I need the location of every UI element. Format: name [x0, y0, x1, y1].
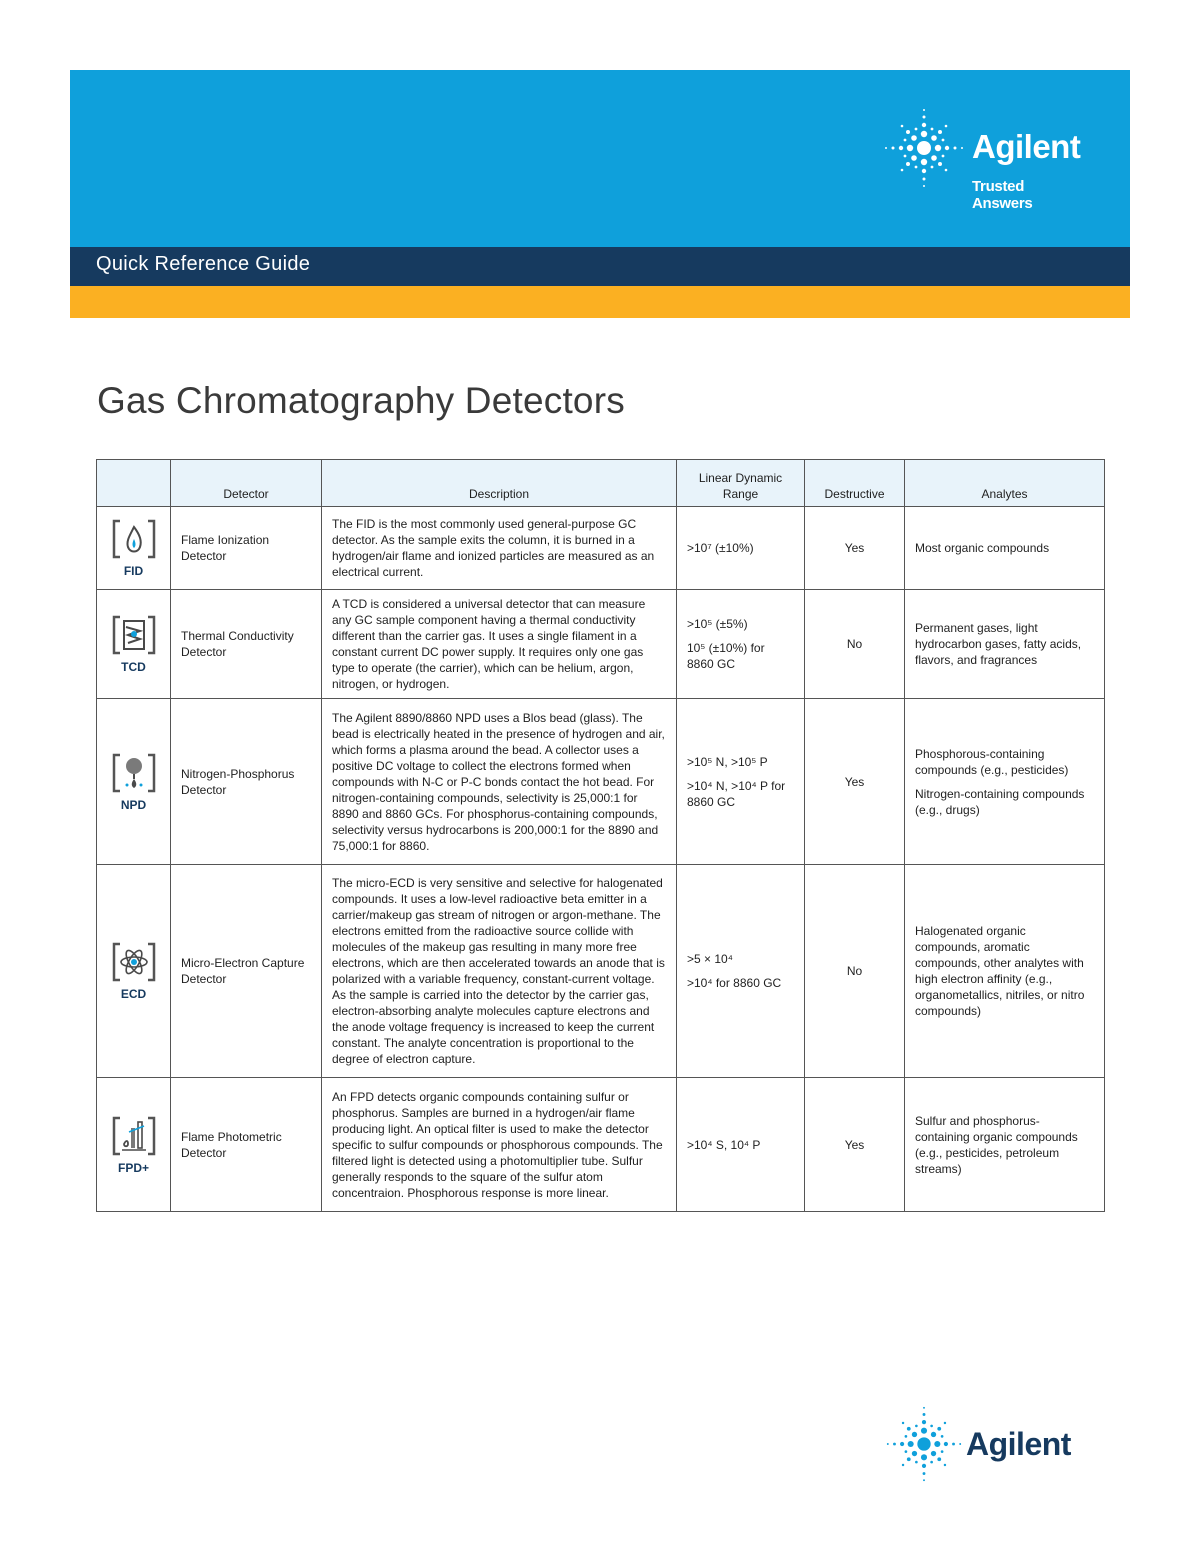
detector-description: The Agilent 8890/8860 NPD uses a Blos bead (glass). The bead is electrically heated in the presence of hydrogen and air, which forms a plasma around the bead. A collector uses a positive DC voltage to collect the electrons formed when compounds with N-C or P-C bonds contact the hot bead. For nitrogen-containing compounds, selectivity is 25,000:1 for 8890 and 8860 GCs. For phosphorus-containing compounds, selectivity versus hydrocarbons is 200,000:1 for the 8890 and 75,000:1 for 8860. — [322, 699, 677, 865]
range-value-8860: >10⁴ for 8860 GC — [687, 976, 782, 990]
linear-dynamic-range — [677, 590, 805, 699]
column-header-icon — [97, 460, 171, 507]
detector-name: Nitrogen-Phosphorus Detector — [171, 699, 322, 865]
spark-burst-icon — [884, 1404, 964, 1484]
detector-description: The micro-ECD is very sensitive and selective for halogenated compounds. It uses a low-level radioactive beta emitter in a carrier/makeup gas stream of nitrogen or argon-methane. The electrons emitted from the radioactive source collide with molecules of the makeup gas resulting in many more free electrons, which are then accelerated towards an anode that is polarized with a variable frequency, constant-current voltage. As the sample is carried into the detector by the carrier gas, electron-absorbing analyte molecules capture electrons and the anode voltage frequency is increased to keep the current constant. The analyte concentration is proportional to the degree of electron capture. — [322, 865, 677, 1078]
column-header-detector: Detector — [171, 460, 322, 507]
detector-abbreviation: ECD — [120, 987, 147, 1001]
table-row — [97, 590, 1105, 699]
linear-dynamic-range — [677, 699, 805, 865]
column-header-analytes: Analytes — [905, 460, 1105, 507]
destructive-value: Yes — [805, 699, 905, 865]
range-value-8860: 10⁵ (±10%) for 8860 GC — [687, 641, 765, 671]
analytes-value: Phosphorous-containing compounds (e.g., pesticides) — [915, 746, 1069, 777]
detector-name: Thermal Conductivity Detector — [171, 590, 322, 699]
linear-dynamic-range — [677, 1078, 805, 1212]
range-value: >10⁵ (±5%) — [687, 617, 748, 631]
destructive-value: Yes — [805, 1078, 905, 1212]
table-row — [97, 1078, 1105, 1212]
destructive-value: Yes — [805, 507, 905, 590]
analytes-value: Most organic compounds — [915, 541, 1050, 555]
footer-brand-name: Agilent — [966, 1426, 1071, 1462]
analytes-value: Sulfur and phosphorus-containing organic compounds (e.g., pesticides, petroleum streams) — [915, 1113, 1078, 1176]
banner-gold-band — [70, 286, 1130, 318]
analytes-value: Halogenated organic compounds, aromatic compounds, other analytes with high electron affinity (e.g., organometallics, nitriles, or nitro compounds) — [915, 924, 1085, 1018]
range-value: >10⁵ N, >10⁵ P — [687, 754, 768, 769]
detector-abbreviation: NPD — [120, 797, 147, 812]
column-header-linear-dynamic-range: Linear Dynamic Range — [677, 460, 805, 507]
icon-cell — [97, 590, 171, 699]
linear-dynamic-range — [677, 507, 805, 590]
bead-icon — [110, 751, 158, 795]
detector-description: The FID is the most commonly used general-purpose GC detector. As the sample exits the column, it is burned in a hydrogen/air flame and ionized particles are measured as an electrical current. — [322, 507, 677, 590]
footer-agilent-logo[interactable] — [884, 1404, 1084, 1484]
table-row — [97, 699, 1105, 865]
table-header-row — [97, 460, 1105, 507]
detector-name: Flame Ionization Detector — [171, 507, 322, 590]
brand-tagline: Trusted Answers — [972, 178, 1033, 212]
thermal-filament-icon — [110, 613, 158, 657]
guide-label: Quick Reference Guide — [96, 253, 311, 275]
analytes-value: Permanent gases, light hydrocarbon gases, fatty acids, flavors, and fragrances — [915, 621, 1082, 667]
detector-abbreviation: FPD+ — [117, 1160, 149, 1175]
spark-burst-icon — [882, 106, 966, 190]
analytes — [905, 590, 1105, 699]
table-row — [97, 507, 1105, 590]
analytes — [905, 1078, 1105, 1212]
range-value: >10⁴ S, 10⁴ P — [687, 1137, 761, 1152]
icon-cell — [97, 699, 171, 865]
flame-icon — [110, 517, 158, 561]
column-header-description: Description — [322, 460, 677, 507]
detector-abbreviation: FID — [123, 564, 144, 578]
detector-name: Micro-Electron Capture Detector — [171, 865, 322, 1078]
linear-dynamic-range — [677, 865, 805, 1078]
atom-icon — [110, 940, 158, 984]
brand-name: Agilent — [972, 128, 1081, 165]
range-value: >5 × 10⁴ — [687, 952, 733, 966]
icon-cell — [97, 507, 171, 590]
detector-description: A TCD is considered a universal detector that can measure any GC sample component having a thermal conductivity different than the carrier gas. It uses a single filament in a constant current DC power supply. It requires only one gas type to operate (the carrier), which can be helium, argon, nitrogen, or hydrogen. — [322, 590, 677, 699]
table-row — [97, 865, 1105, 1078]
destructive-value: No — [805, 865, 905, 1078]
destructive-value: No — [805, 590, 905, 699]
analytes — [905, 699, 1105, 865]
page-title: Gas Chromatography Detectors — [97, 380, 625, 421]
analytes-value-secondary: Nitrogen-containing compounds (e.g., drugs) — [915, 786, 1085, 817]
icon-cell — [97, 1078, 171, 1212]
range-value: >10⁷ (±10%) — [687, 541, 754, 555]
header-banner — [70, 70, 1130, 318]
range-value-8860: >10⁴ N, >10⁴ P for 8860 GC — [687, 778, 786, 809]
icon-cell — [97, 865, 171, 1078]
agilent-logo[interactable] — [882, 106, 1082, 212]
detector-name: Flame Photometric Detector — [171, 1078, 322, 1212]
detector-description: An FPD detects organic compounds containing sulfur or phosphorus. Samples are burned in a hydrogen/air flame producing light. An optical filter is used to make the detector specific to sulfur compounds or phosphorous compounds. The filtered light is detected using a photomultiplier tube. Sulfur generally responds to the square of the sulfur atom concentraion. Phosphorous response is more linear. — [322, 1078, 677, 1212]
detectors-table — [96, 459, 1105, 1212]
column-header-destructive: Destructive — [805, 460, 905, 507]
detector-abbreviation: TCD — [121, 660, 146, 674]
photometric-icon — [110, 1114, 158, 1158]
analytes — [905, 865, 1105, 1078]
analytes — [905, 507, 1105, 590]
